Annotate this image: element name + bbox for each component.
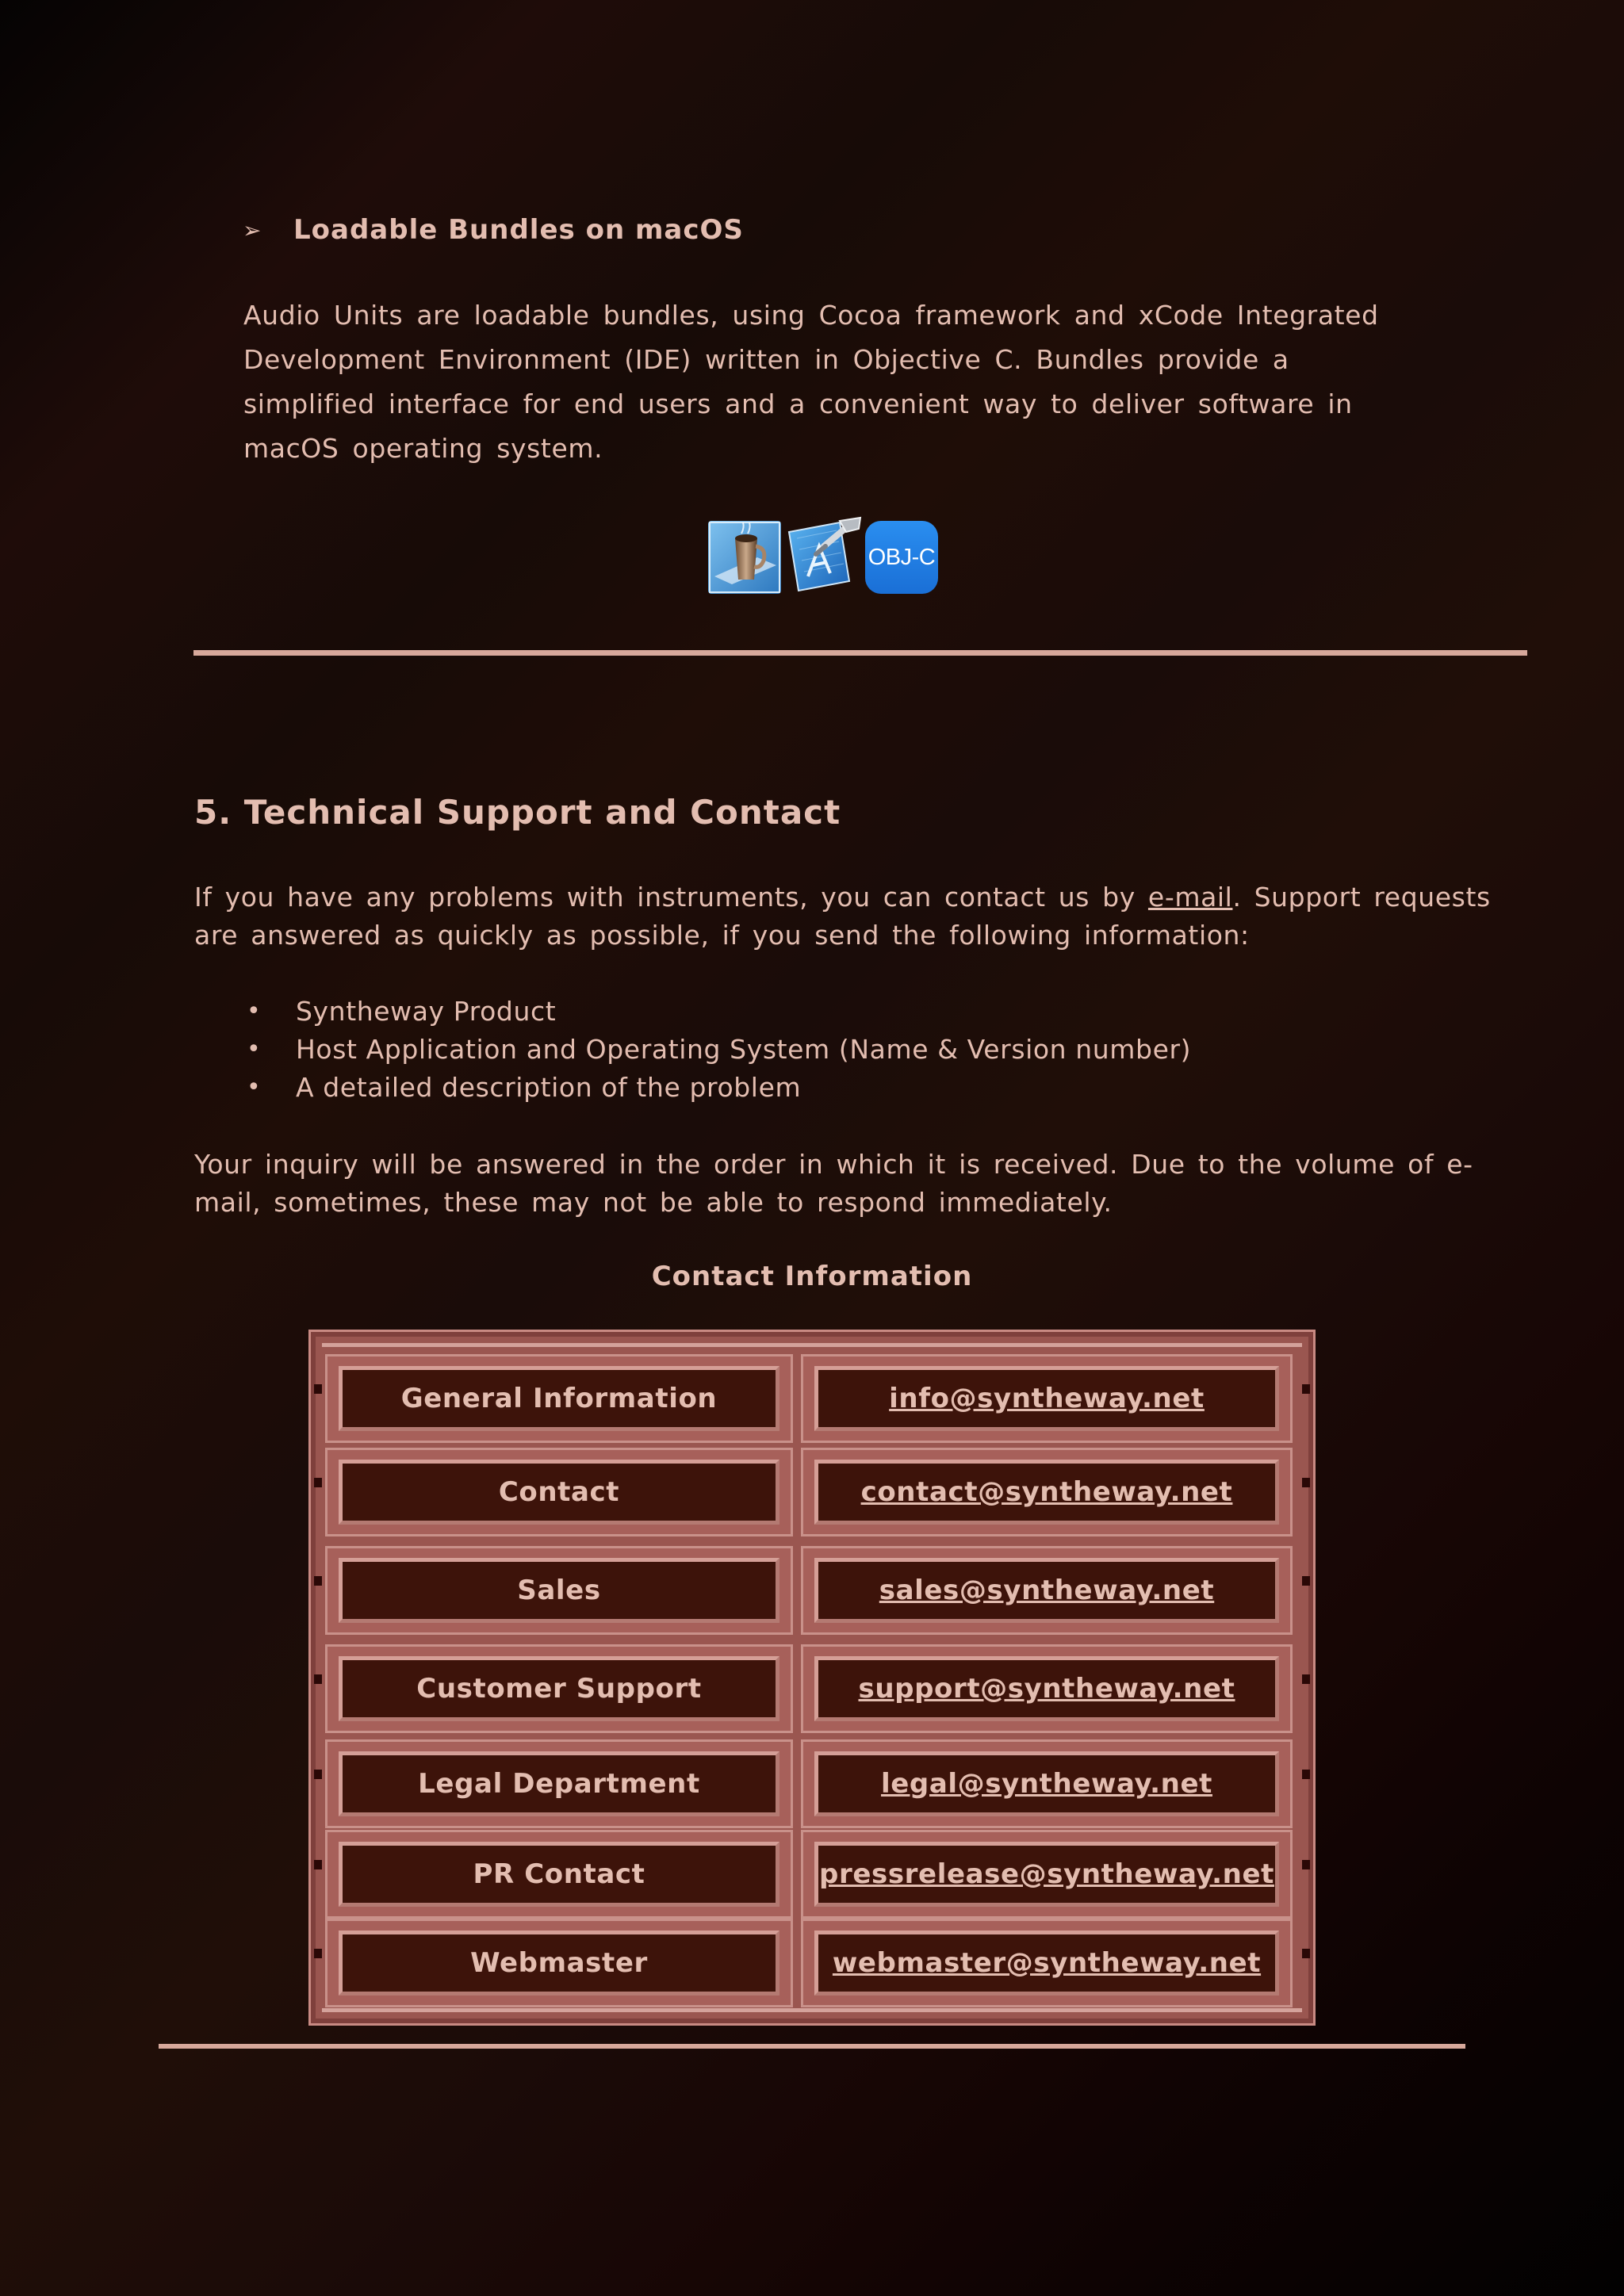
- list-item-text: Syntheway Product: [296, 996, 557, 1027]
- bundles-heading-text: Loadable Bundles on macOS: [293, 214, 744, 246]
- list-item: [194, 993, 1191, 1031]
- contact-email-link[interactable]: sales@syntheway.net: [879, 1575, 1215, 1606]
- row-notch: [1302, 1384, 1310, 1394]
- list-item: [194, 1031, 1191, 1069]
- info-list: [194, 993, 1191, 1107]
- arrow-bullet-icon: ➢: [243, 216, 262, 243]
- contact-email-cell: [801, 1354, 1293, 1443]
- bundles-paragraph: Audio Units are loadable bundles, using Cocoa framework and xCode Integrated Development Environment (IDE) written in Objective C. Bundles provide a simplified interface for end users and a convenient way to deliver software in macOS operating system.: [243, 300, 1379, 464]
- contact-label: Legal Department: [339, 1751, 779, 1816]
- bullet-icon: •: [247, 997, 262, 1025]
- row-notch: [1302, 1770, 1310, 1779]
- row-notch: [1302, 1674, 1310, 1684]
- list-item-text: A detailed description of the problem: [296, 1072, 802, 1103]
- objc-icon: OBJ-C: [865, 521, 938, 594]
- row-notch: [1302, 1576, 1310, 1586]
- inquiry-paragraph: Your inquiry will be answered in the order in which it is received. Due to the volume of e-mail, sometimes, these may not be able to respond immediately.: [194, 1149, 1473, 1218]
- contact-email-cell: [801, 1644, 1293, 1733]
- row-notch: [314, 1949, 322, 1958]
- contact-email-link[interactable]: webmaster@syntheway.net: [832, 1947, 1262, 1979]
- bullet-icon: •: [247, 1035, 262, 1063]
- table-row: [322, 1830, 1302, 1919]
- contact-email-link[interactable]: support@syntheway.net: [858, 1673, 1235, 1705]
- contact-table: [308, 1330, 1316, 2026]
- cocoa-icon: [708, 521, 781, 594]
- framework-icons: [708, 521, 938, 594]
- row-notch: [314, 1478, 322, 1487]
- row-notch: [1302, 1949, 1310, 1958]
- contact-label: General Information: [339, 1366, 779, 1431]
- contact-label-cell: [325, 1644, 793, 1733]
- contact-heading: Contact Information: [651, 1261, 973, 1292]
- contact-label-cell: [325, 1739, 793, 1828]
- contact-email-link[interactable]: legal@syntheway.net: [881, 1768, 1212, 1800]
- table-row: [322, 1739, 1302, 1828]
- contact-email-cell: [801, 1739, 1293, 1828]
- intro-text-after: . Support requests are answered as quickly as possible, if you send the following information:: [194, 882, 1491, 951]
- contact-label: PR Contact: [339, 1842, 779, 1907]
- section-title: 5. Technical Support and Contact: [194, 793, 841, 832]
- list-item: [194, 1069, 1191, 1107]
- bullet-icon: •: [247, 1073, 262, 1101]
- contact-label-cell: [325, 1919, 793, 2007]
- email-link[interactable]: e-mail: [1147, 882, 1233, 913]
- list-item-text: Host Application and Operating System (Name & Version number): [296, 1034, 1192, 1065]
- contact-label: Customer Support: [339, 1656, 779, 1721]
- contact-label: Webmaster: [339, 1931, 779, 1996]
- bottom-divider: [159, 2044, 1465, 2049]
- row-notch: [314, 1384, 322, 1394]
- contact-label-cell: [325, 1546, 793, 1635]
- contact-email-cell: [801, 1546, 1293, 1635]
- section-divider: [193, 650, 1527, 656]
- row-notch: [314, 1576, 322, 1586]
- contact-email-link[interactable]: info@syntheway.net: [889, 1383, 1205, 1414]
- table-row: [322, 1448, 1302, 1536]
- xcode-icon: [784, 521, 857, 594]
- contact-label-cell: [325, 1354, 793, 1443]
- bundles-heading: [243, 214, 744, 246]
- row-notch: [314, 1674, 322, 1684]
- row-notch: [1302, 1860, 1310, 1869]
- contact-label-cell: [325, 1448, 793, 1536]
- table-row: [322, 1354, 1302, 1443]
- support-intro: [194, 878, 1519, 955]
- contact-email-cell: [801, 1830, 1293, 1919]
- table-row: [322, 1546, 1302, 1635]
- contact-email-cell: [801, 1448, 1293, 1536]
- contact-label: Sales: [339, 1558, 779, 1623]
- contact-label-cell: [325, 1830, 793, 1919]
- contact-email-link[interactable]: pressrelease@syntheway.net: [819, 1858, 1274, 1890]
- contact-email-cell: [801, 1919, 1293, 2007]
- row-notch: [1302, 1478, 1310, 1487]
- intro-text-before: If you have any problems with instruments, you can contact us by: [194, 882, 1148, 913]
- contact-email-link[interactable]: contact@syntheway.net: [860, 1476, 1233, 1508]
- table-row: [322, 1919, 1302, 2007]
- contact-label: Contact: [339, 1460, 779, 1525]
- row-notch: [314, 1860, 322, 1869]
- row-notch: [314, 1770, 322, 1779]
- table-row: [322, 1644, 1302, 1733]
